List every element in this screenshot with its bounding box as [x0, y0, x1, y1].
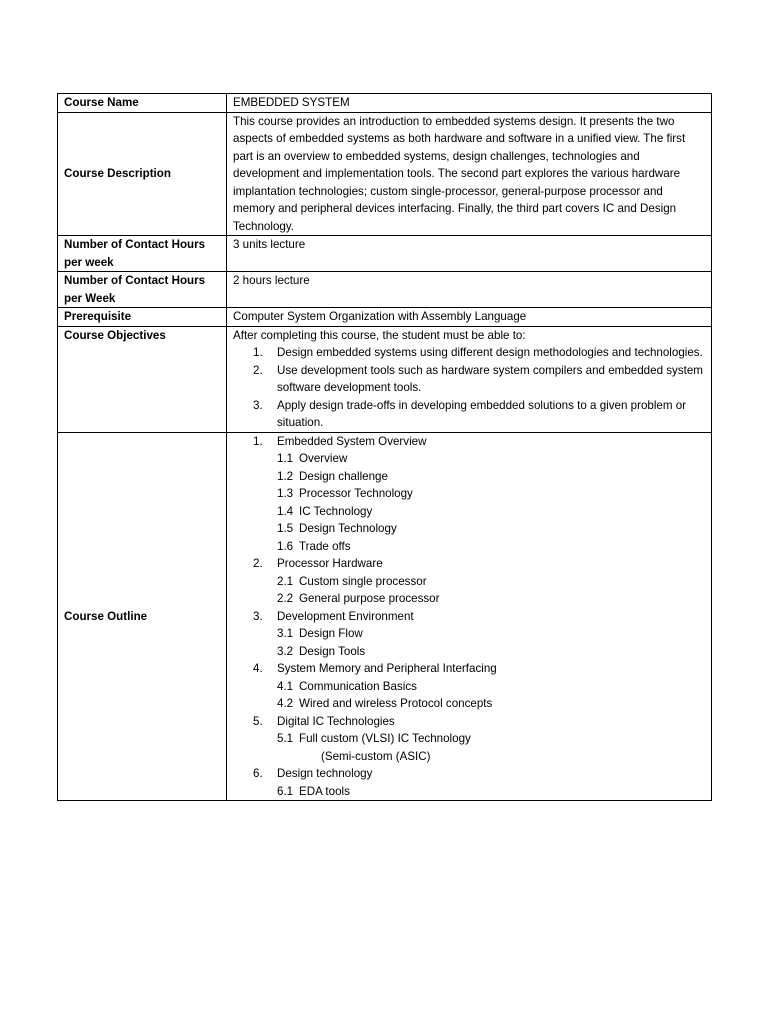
- outline-subtopic-text: IC Technology: [299, 504, 373, 518]
- outline-subtopic: [277, 503, 705, 521]
- outline-subtopic-number: 1.1: [277, 452, 294, 465]
- course-objectives-cell: [227, 326, 712, 432]
- outline-subtopic: [277, 520, 705, 538]
- outline-topic: [233, 433, 705, 556]
- course-description-text: This course provides an introduction to embedded systems design. It presents the two aspects of embedded systems as both hardware and software in a unified view. The first part is an overview to embedded systems, design challenges, technologies and development and implementation tools. The second part explores the various hardware implantation technologies; custom single-processor, general-purpose processor and memory and peripheral devices interfacing. Finally, the third part covers IC and Design Technology.: [227, 112, 712, 236]
- outline-topic-number: 5.: [253, 714, 263, 728]
- outline-list: [233, 433, 705, 801]
- objective-text: Apply design trade-offs in developing embedded solutions to a given problem or situation.: [277, 398, 687, 429]
- objective-text: Use development tools such as hardware system compilers and embedded system software development tools.: [277, 363, 703, 394]
- outline-subtopic-number: 3.1: [277, 627, 294, 640]
- course-name-value: EMBEDDED SYSTEM: [227, 94, 712, 113]
- outline-topic: [233, 608, 705, 661]
- outline-subtopic: [277, 643, 705, 661]
- outline-subtopic-list: [277, 625, 705, 660]
- outline-subtopic-text: Overview: [299, 452, 348, 465]
- outline-subtopic-text: Design Technology: [299, 522, 397, 535]
- contact-hours-row-2: [58, 272, 712, 308]
- course-outline-row: [58, 432, 712, 801]
- objective-item: [233, 344, 705, 362]
- course-outline-label: Course Outline: [58, 432, 227, 801]
- outline-topic-number: 3.: [253, 609, 263, 623]
- course-objectives-label: Course Objectives: [58, 326, 227, 432]
- course-outline-cell: [227, 432, 712, 801]
- prerequisite-value: Computer System Organization with Assembly Language: [227, 308, 712, 327]
- course-description-row: [58, 112, 712, 236]
- outline-topic-title: Processor Hardware: [277, 557, 383, 570]
- outline-subtopic: [277, 695, 705, 713]
- outline-topic: [233, 555, 705, 608]
- outline-subtopic-text: Full custom (VLSI) IC Technology: [299, 732, 471, 745]
- outline-subtopic-number: 1.6: [277, 539, 294, 553]
- outline-subtopic-note: (Semi-custom (ASIC): [321, 749, 431, 763]
- outline-subtopic-number: 1.4: [277, 504, 294, 518]
- outline-subtopic: [277, 450, 705, 468]
- outline-topic-title: Digital IC Technologies: [277, 714, 395, 728]
- outline-subtopic-list: [277, 678, 705, 713]
- outline-subtopic-number: 1.2: [277, 469, 294, 483]
- outline-topic-number: 6.: [253, 767, 263, 780]
- objective-number: 3.: [253, 398, 263, 412]
- prerequisite-label: Prerequisite: [58, 308, 227, 327]
- outline-subtopic-text: Design challenge: [299, 469, 388, 483]
- outline-topic-number: 4.: [253, 662, 263, 675]
- outline-subtopic-text: Custom single processor: [299, 574, 427, 588]
- outline-subtopic-number: 1.5: [277, 522, 294, 535]
- contact-hours-value-2: 2 hours lecture: [227, 272, 712, 308]
- outline-subtopic-text: EDA tools: [299, 784, 350, 798]
- outline-topic: [233, 713, 705, 766]
- outline-subtopic-number: 4.1: [277, 679, 294, 693]
- outline-subtopic: [277, 573, 705, 591]
- outline-topic-title: Embedded System Overview: [277, 434, 427, 448]
- contact-hours-label-2: Number of Contact Hours per Week: [58, 272, 227, 308]
- objectives-intro: After completing this course, the student must be able to:: [233, 328, 526, 342]
- outline-topic: [233, 765, 705, 800]
- outline-subtopic-text: Design Flow: [299, 627, 363, 640]
- outline-topic-title: System Memory and Peripheral Interfacing: [277, 662, 497, 675]
- outline-subtopic: [277, 590, 705, 608]
- outline-topic-number: 1.: [253, 434, 263, 448]
- outline-subtopic-text: Trade offs: [299, 539, 351, 553]
- objectives-list: [233, 344, 705, 432]
- contact-hours-label-1: Number of Contact Hours per week: [58, 236, 227, 272]
- outline-subtopic: [277, 538, 705, 556]
- outline-subtopic-list: [277, 783, 705, 801]
- course-name-label: Course Name: [58, 94, 227, 113]
- outline-topic-title: Design technology: [277, 767, 373, 780]
- course-name-row: [58, 94, 712, 113]
- outline-subtopic-number: 1.3: [277, 487, 294, 500]
- course-syllabus-table: [57, 93, 712, 801]
- outline-subtopic: [277, 730, 705, 765]
- contact-hours-row-1: [58, 236, 712, 272]
- outline-subtopic-number: 3.2: [277, 644, 294, 658]
- course-description-label: Course Description: [58, 112, 227, 236]
- outline-subtopic: [277, 485, 705, 503]
- outline-subtopic-number: 6.1: [277, 784, 294, 798]
- course-objectives-row: [58, 326, 712, 432]
- objective-text: Design embedded systems using different design methodologies and technologies.: [277, 346, 703, 359]
- outline-subtopic: [277, 783, 705, 801]
- outline-topic-number: 2.: [253, 557, 263, 570]
- outline-subtopic-text: Communication Basics: [299, 679, 417, 693]
- outline-subtopic: [277, 468, 705, 486]
- outline-subtopic-list: [277, 450, 705, 555]
- objective-item: [233, 397, 705, 432]
- outline-subtopic-number: 5.1: [277, 732, 294, 745]
- outline-subtopic: [277, 678, 705, 696]
- outline-subtopic-list: [277, 730, 705, 765]
- outline-subtopic-text: Wired and wireless Protocol concepts: [299, 697, 493, 710]
- outline-subtopic-text: General purpose processor: [299, 592, 440, 605]
- prerequisite-row: [58, 308, 712, 327]
- objective-number: 2.: [253, 363, 263, 377]
- contact-hours-value-1: 3 units lecture: [227, 236, 712, 272]
- objective-number: 1.: [253, 346, 263, 359]
- outline-topic: [233, 660, 705, 713]
- outline-subtopic: [277, 625, 705, 643]
- objective-item: [233, 362, 705, 397]
- outline-subtopic-text: Processor Technology: [299, 487, 413, 500]
- outline-subtopic-list: [277, 573, 705, 608]
- outline-subtopic-number: 4.2: [277, 697, 294, 710]
- outline-subtopic-text: Design Tools: [299, 644, 366, 658]
- outline-subtopic-number: 2.2: [277, 592, 294, 605]
- outline-subtopic-number: 2.1: [277, 574, 294, 588]
- outline-topic-title: Development Environment: [277, 609, 414, 623]
